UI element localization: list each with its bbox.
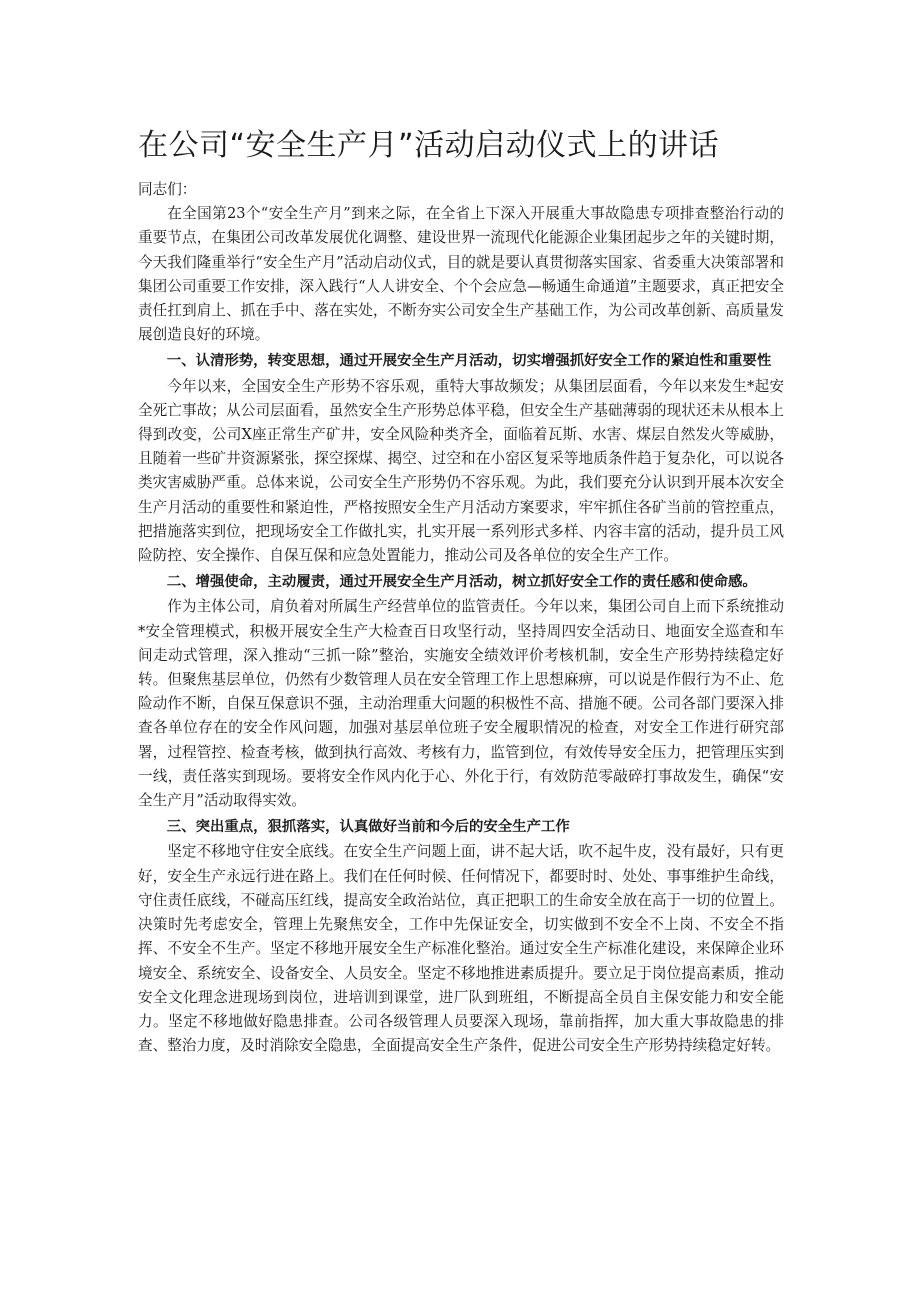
document-body	[138, 178, 784, 1058]
section-heading-1: 一、认清形势，转变思想，通过开展安全生产月活动，切实增强抓好安全工作的紧迫性和重要性	[166, 353, 772, 370]
section-heading-2: 二、增强使命，主动履责，通过开展安全生产月活动，树立抓好安全工作的责任感和使命感。	[166, 574, 757, 591]
section-paragraph-3: 坚定不移地守住安全底线。在安全生产问题上面，讲不起大话，吹不起牛皮，没有最好，只有更好，安全生产永远行进在路上。我们在任何时候、任何情况下，都要时时、处处、事事维护生命线，守住责任底线，不碰高压红线，提高安全政治站位，真正把职工的生命安全放在高于一切的位置上。决策时先考虑安全，管理上先聚焦安全，工作中先保证安全，切实做到不安全不上岗、不安全不指挥、不安全不生产。坚定不移地开展安全生产标准化整治。通过安全生产标准化建设，来保障企业环境安全、系统安全、设备安全、人员安全。坚定不移地推进素质提升。要立足于岗位提高素质，推动安全文化理念进现场到岗位，进培训到课堂，进厂队到班组，不断提高全员自主保安能力和安全能力。坚定不移地做好隐患排查。公司各级管理人员要深入现场，靠前指挥，加大重大事故隐患的排查、整治力度，及时消除安全隐患，全面提高安全生产条件，促进公司安全生产形势持续稳定好转。	[138, 843, 784, 1055]
section-heading-3: 三、突出重点，狠抓落实，认真做好当前和今后的安全生产工作	[166, 819, 570, 836]
document-title: 在公司“安全生产月”活动启动仪式上的讲话	[138, 128, 720, 163]
salutation: 同志们：	[138, 181, 197, 198]
section-paragraph-2: 作为主体公司，肩负着对所属生产经营单位的监管责任。今年以来，集团公司自上而下系统推动*安全管理模式，积极开展安全生产大检查百日攻坚行动，坚持周四安全活动日、地面安全巡查和车间走动式管理，深入推动“三抓一除”整治，实施安全绩效评价考核机制，安全生产形势持续稳定好转。但聚焦基层单位，仍然有少数管理人员在安全管理工作上思想麻痹，可以说是作假行为不止、危险动作不断，自保互保意识不强，主动治理重大问题的积极性不高、措施不硬。公司各部门要深入排查各单位存在的安全作风问题，加强对基层单位班子安全履职情况的检查，对安全工作进行研究部署，过程管控、检查考核，做到执行高效、考核有力，监管到位，有效传导安全压力，把管理压实到一线，责任落实到现场。要将安全作风内化于心、外化于行，有效防范零敲碎打事故发生，确保“安全生产月”活动取得实效。	[138, 598, 784, 810]
intro-paragraph: 在全国第23个“安全生产月”到来之际，在全省上下深入开展重大事故隐患专项排查整治行动的重要节点，在集团公司改革发展优化调整、建设世界一流现代化能源企业集团起步之年的关键时期，今天我们隆重举行“安全生产月”活动启动仪式，目的就是要认真贯彻落实国家、省委重大决策部署和集团公司重要工作安排，深入践行“人人讲安全、个个会应急—畅通生命通道”主题要求，真正把安全责任扛到肩上、抓在手中、落在实处，不断夯实公司安全生产基础工作，为公司改革创新、高质量发展创造良好的环境。	[138, 205, 784, 344]
section-paragraph-1: 今年以来，全国安全生产形势不容乐观，重特大事故频发；从集团层面看，今年以来发生*起安全死亡事故；从公司层面看，虽然安全生产形势总体平稳，但安全生产基础薄弱的现状还未从根本上得到改变，公司X座正常生产矿井，安全风险种类齐全，面临着瓦斯、水害、煤层自然发火等威胁，且随着一些矿井资源紧张，探空探煤、揭空、过空和在小窑区复采等地质条件趋于复杂化，可以说各类灾害威胁严重。总体来说，公司安全生产形势仍不容乐观。为此，我们要充分认识到开展本次安全生产月活动的重要性和紧迫性，严格按照安全生产月活动方案要求，牢牢抓住各矿当前的管控重点，把措施落实到位，把现场安全工作做扎实，扎实开展一系列形式多样、内容丰富的活动，提升员工风险防控、安全操作、自保互保和应急处置能力，推动公司及各单位的安全生产工作。	[138, 377, 784, 565]
